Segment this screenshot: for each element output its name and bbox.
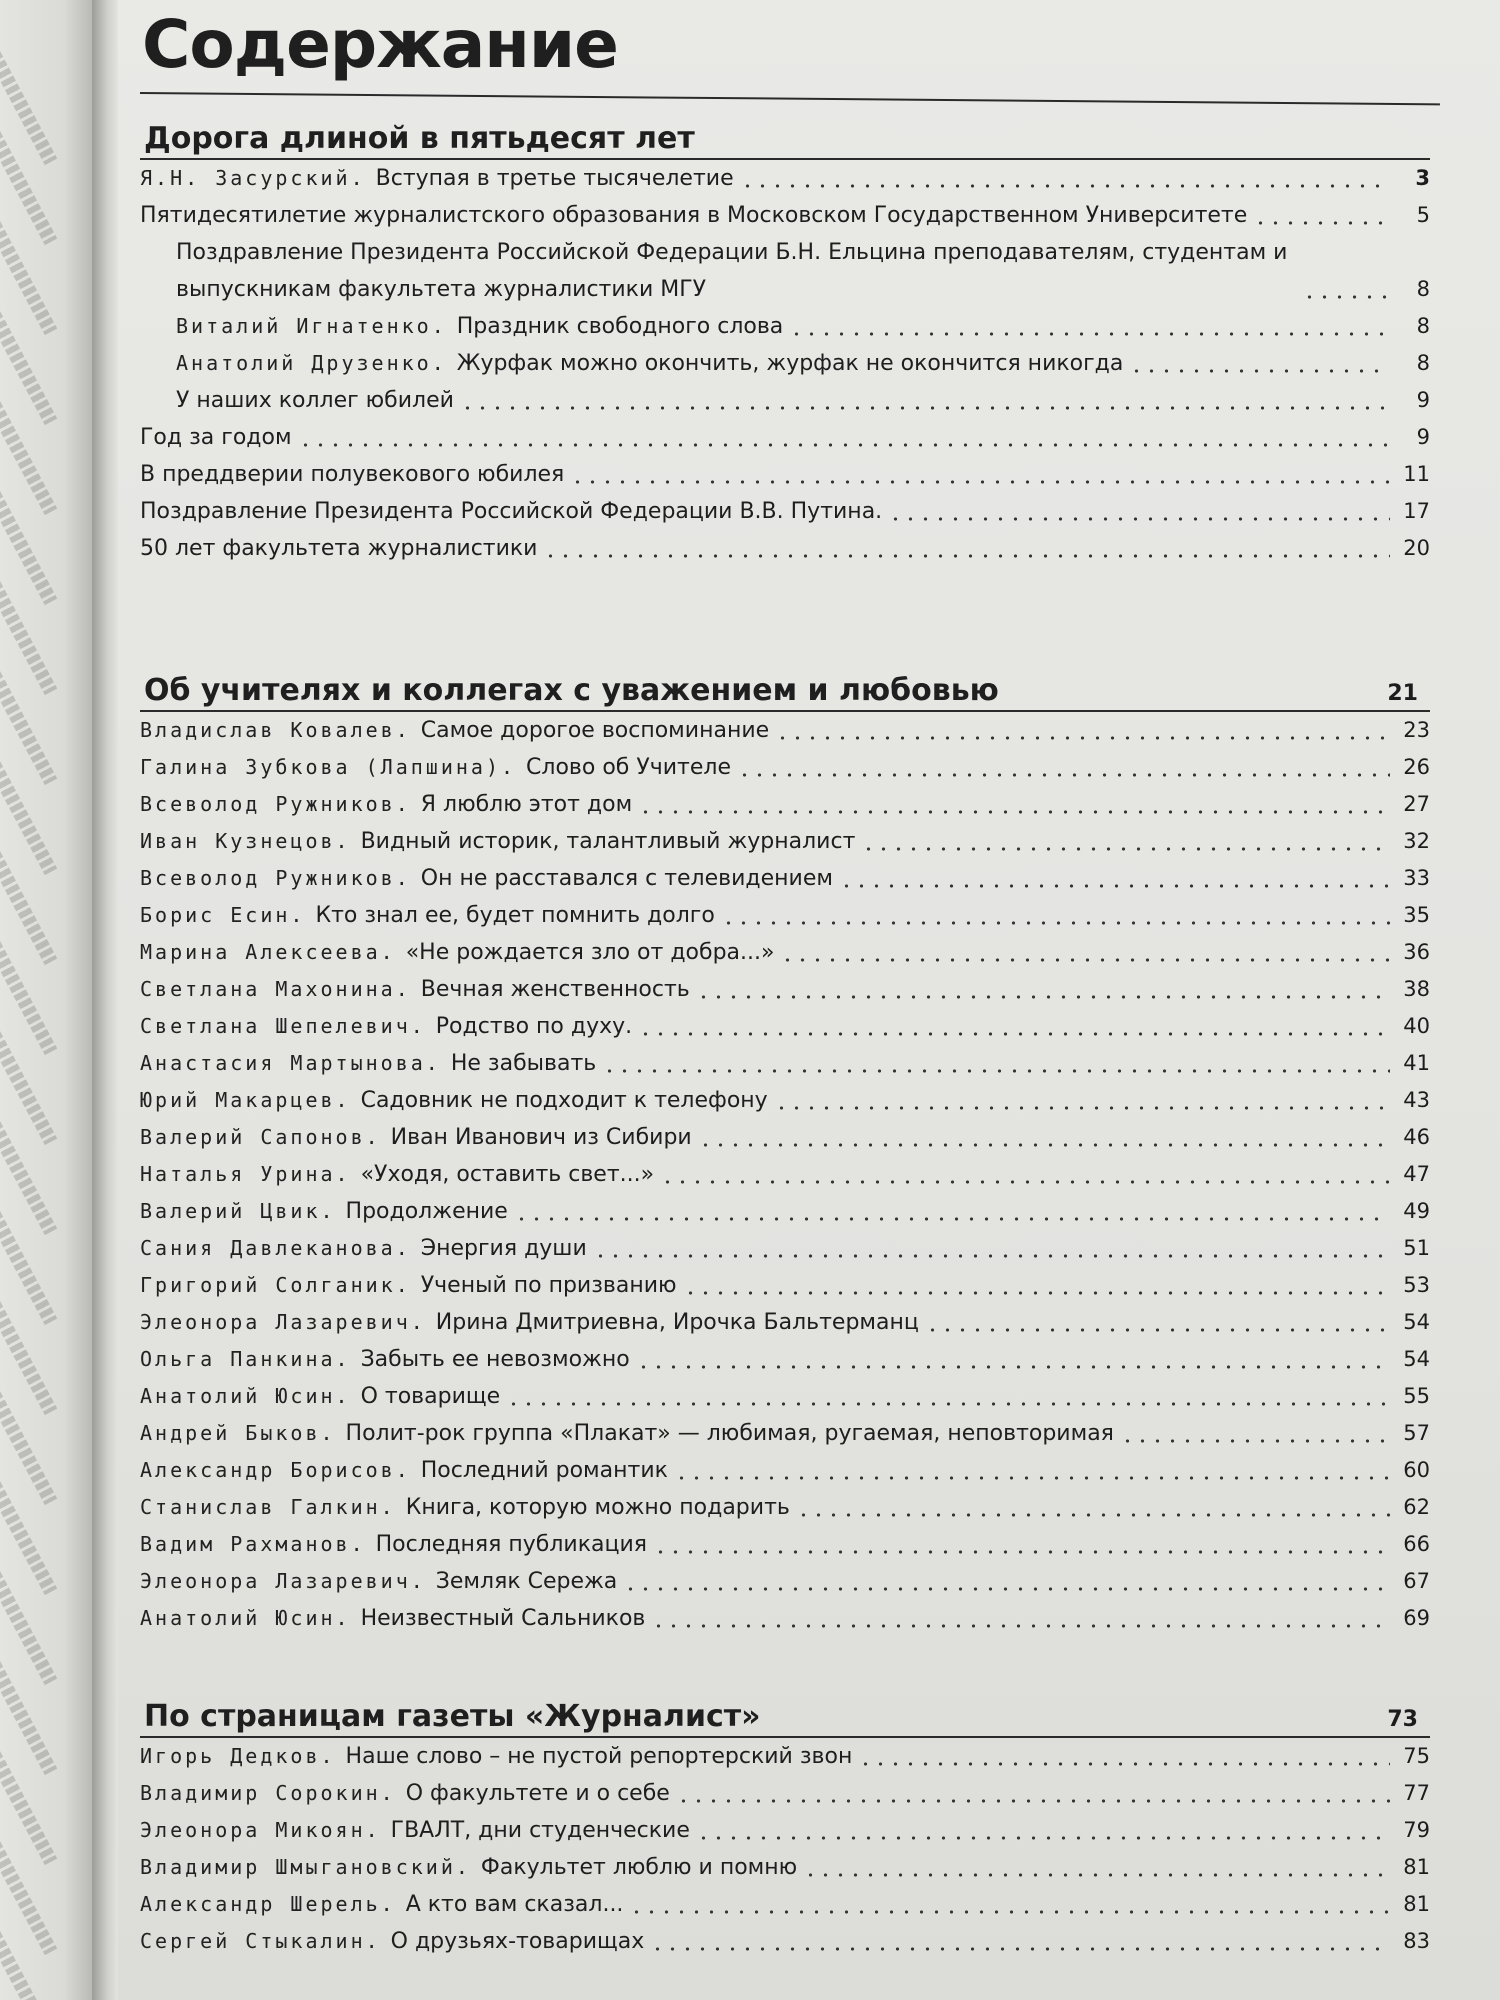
entry-author: Вадим Рахманов. bbox=[140, 1532, 366, 1556]
entry-page-number: 67 bbox=[1403, 1569, 1430, 1593]
toc-entry[interactable] bbox=[140, 345, 1430, 382]
dot-leader bbox=[651, 1605, 1390, 1629]
toc-entry[interactable] bbox=[140, 1156, 1430, 1193]
entry-author: Валерий Сапонов. bbox=[140, 1125, 381, 1149]
entry-title: Поздравление Президента Российской Федерации Б.Н. Ельцина преподавателям, студентам и выпускникам факультета журналистики МГУ bbox=[176, 240, 1288, 302]
toc-entry[interactable] bbox=[140, 1886, 1430, 1923]
section-header bbox=[140, 112, 1430, 160]
entry-author: Всеволод Ружников. bbox=[140, 792, 411, 816]
entry-title: Садовник не подходит к телефону bbox=[360, 1088, 768, 1113]
dot-leader bbox=[696, 976, 1390, 1000]
entry-page-number: 36 bbox=[1403, 940, 1430, 964]
entry-page-number: 77 bbox=[1403, 1781, 1430, 1805]
entry-page-number: 32 bbox=[1403, 829, 1430, 853]
entry-author: Ольга Панкина. bbox=[140, 1347, 351, 1371]
dot-leader bbox=[1120, 1420, 1390, 1444]
entry-author: Я.Н. Засурский. bbox=[140, 166, 366, 190]
page-title: Содержание bbox=[142, 6, 618, 83]
entry-page-number: 9 bbox=[1416, 425, 1430, 449]
entry-page-number: 83 bbox=[1403, 1929, 1430, 1953]
toc-entry[interactable] bbox=[140, 1045, 1430, 1082]
toc-entry[interactable] bbox=[140, 860, 1430, 897]
dot-leader bbox=[623, 1568, 1390, 1592]
entry-title: Продолжение bbox=[345, 1199, 508, 1224]
entry-page-number: 8 bbox=[1416, 277, 1430, 301]
section-page-number: 21 bbox=[1387, 681, 1418, 706]
dot-leader bbox=[629, 1891, 1390, 1915]
dot-leader bbox=[696, 1817, 1390, 1841]
entry-page-number: 9 bbox=[1416, 388, 1430, 412]
contents-body bbox=[140, 0, 1440, 2000]
entry-page-number: 17 bbox=[1403, 499, 1430, 523]
toc-entry[interactable] bbox=[140, 382, 1430, 419]
entry-title: Я люблю этот дом bbox=[420, 792, 633, 817]
entry-author: Элеонора Лазаревич. bbox=[140, 1569, 426, 1593]
entry-author: Анатолий Друзенко. bbox=[176, 351, 447, 375]
section-title: По страницам газеты «Журналист» bbox=[144, 1699, 761, 1734]
toc-entry[interactable] bbox=[140, 1267, 1430, 1304]
toc-entry[interactable] bbox=[140, 1378, 1430, 1415]
entry-title: Поздравление Президента Российской Федерации В.В. Путина. bbox=[140, 499, 883, 524]
entry-page-number: 8 bbox=[1416, 314, 1430, 338]
dot-leader bbox=[602, 1050, 1390, 1074]
entry-author: Владимир Сорокин. bbox=[140, 1781, 396, 1805]
entry-author: Игорь Дедков. bbox=[140, 1744, 336, 1768]
entry-title: Не забывать bbox=[450, 1051, 597, 1076]
entry-title: «Не рождается зло от добра...» bbox=[405, 940, 775, 965]
entry-title: Факультет люблю и помню bbox=[480, 1855, 798, 1880]
entry-title: Слово об Учителе bbox=[526, 755, 732, 780]
entry-title: Год за годом bbox=[140, 425, 292, 450]
dot-leader bbox=[298, 424, 1390, 448]
entry-page-number: 43 bbox=[1403, 1088, 1430, 1112]
toc-entry[interactable] bbox=[140, 1526, 1430, 1563]
entry-page-number: 54 bbox=[1403, 1310, 1430, 1334]
dot-leader bbox=[839, 865, 1390, 889]
entry-title: Он не расставался с телевидением bbox=[420, 866, 833, 891]
toc-entry[interactable] bbox=[140, 419, 1430, 456]
toc-section bbox=[140, 112, 1430, 567]
dot-leader bbox=[861, 828, 1390, 852]
section-title: Дорога длиной в пятьдесят лет bbox=[144, 121, 695, 156]
entry-page-number: 54 bbox=[1403, 1347, 1430, 1371]
section-header bbox=[140, 664, 1430, 712]
entry-page-number: 81 bbox=[1403, 1892, 1430, 1916]
toc-entry[interactable] bbox=[140, 1600, 1430, 1637]
dot-leader bbox=[698, 1124, 1390, 1148]
dot-leader bbox=[780, 939, 1390, 963]
toc-entry[interactable] bbox=[140, 1452, 1430, 1489]
entry-page-number: 55 bbox=[1403, 1384, 1430, 1408]
dot-leader bbox=[674, 1457, 1390, 1481]
toc-entry[interactable] bbox=[140, 1119, 1430, 1156]
section-entries bbox=[140, 712, 1430, 1637]
entry-author: Анастасия Мартынова. bbox=[140, 1051, 441, 1075]
entry-title: ГВАЛТ, дни студенческие bbox=[390, 1818, 690, 1843]
dot-leader bbox=[1302, 276, 1390, 300]
entry-title: Полит-рок группа «Плакат» — любимая, ругаемая, неповторимая bbox=[345, 1421, 1114, 1446]
dot-leader bbox=[638, 791, 1390, 815]
entry-author: Светлана Махонина. bbox=[140, 977, 411, 1001]
entry-page-number: 3 bbox=[1415, 166, 1430, 190]
toc-entry[interactable] bbox=[140, 1341, 1430, 1378]
entry-page-number: 81 bbox=[1403, 1855, 1430, 1879]
toc-entry[interactable] bbox=[140, 1304, 1430, 1341]
entry-page-number: 23 bbox=[1403, 718, 1430, 742]
dot-leader bbox=[543, 535, 1390, 559]
entry-page-number: 35 bbox=[1403, 903, 1430, 927]
section-entries bbox=[140, 1738, 1430, 1960]
dot-leader bbox=[740, 165, 1390, 189]
entry-author: Владимир Шмыгановский. bbox=[140, 1855, 471, 1879]
toc-entry[interactable] bbox=[140, 308, 1430, 345]
entry-page-number: 69 bbox=[1403, 1606, 1430, 1630]
entry-title: Неизвестный Сальников bbox=[360, 1606, 646, 1631]
entry-page-number: 20 bbox=[1403, 536, 1430, 560]
toc-entry[interactable] bbox=[140, 1775, 1430, 1812]
entry-page-number: 62 bbox=[1403, 1495, 1430, 1519]
toc-entry[interactable] bbox=[140, 456, 1430, 493]
toc-entry[interactable] bbox=[140, 197, 1430, 234]
entry-title: Последний романтик bbox=[420, 1458, 668, 1483]
toc-entry[interactable] bbox=[140, 1738, 1430, 1775]
entry-title: Последняя публикация bbox=[375, 1532, 647, 1557]
dot-leader bbox=[858, 1743, 1390, 1767]
entry-author: Борис Есин. bbox=[140, 903, 306, 927]
facing-page-edge bbox=[0, 0, 92, 2000]
entry-author: Иван Кузнецов. bbox=[140, 829, 351, 853]
dot-leader bbox=[638, 1013, 1390, 1037]
entry-title: Наше слово – не пустой репортерский звон bbox=[345, 1744, 853, 1769]
entry-page-number: 11 bbox=[1403, 462, 1430, 486]
entry-title: Самое дорогое воспоминание bbox=[420, 718, 770, 743]
entry-title: Земляк Сережа bbox=[435, 1569, 618, 1594]
entry-title: Ирина Дмитриевна, Ирочка Бальтерманц bbox=[435, 1310, 919, 1335]
entry-page-number: 51 bbox=[1403, 1236, 1430, 1260]
entry-title: Родство по духу. bbox=[435, 1014, 633, 1039]
section-page-number: 73 bbox=[1387, 1707, 1418, 1732]
entry-author: Галина Зубкова (Лапшина). bbox=[140, 755, 517, 779]
dot-leader bbox=[636, 1346, 1390, 1370]
dot-leader bbox=[774, 1087, 1390, 1111]
dot-leader bbox=[593, 1235, 1390, 1259]
dot-leader bbox=[1129, 350, 1390, 374]
entry-author: Александр Шерель. bbox=[140, 1892, 396, 1916]
entry-page-number: 53 bbox=[1403, 1273, 1430, 1297]
entry-title: Книга, которую можно подарить bbox=[405, 1495, 790, 1520]
dot-leader bbox=[683, 1272, 1390, 1296]
entry-title: Вступая в третье тысячелетие bbox=[375, 166, 734, 191]
entry-page-number: 26 bbox=[1403, 755, 1430, 779]
entry-page-number: 47 bbox=[1403, 1162, 1430, 1186]
toc-entry[interactable] bbox=[140, 1415, 1430, 1452]
entry-author: Андрей Быков. bbox=[140, 1421, 336, 1445]
entry-page-number: 5 bbox=[1416, 203, 1430, 227]
entry-page-number: 57 bbox=[1403, 1421, 1430, 1445]
entry-page-number: 66 bbox=[1403, 1532, 1430, 1556]
toc-entry[interactable] bbox=[140, 1563, 1430, 1600]
toc-entry[interactable] bbox=[140, 1849, 1430, 1886]
dot-leader bbox=[789, 313, 1390, 337]
entry-title: У наших коллег юбилей bbox=[176, 388, 454, 413]
entry-page-number: 41 bbox=[1403, 1051, 1430, 1075]
entry-author: Элеонора Лазаревич. bbox=[140, 1310, 426, 1334]
entry-author: Александр Борисов. bbox=[140, 1458, 411, 1482]
toc-entry[interactable] bbox=[140, 934, 1430, 971]
entry-title: «Уходя, оставить свет...» bbox=[360, 1162, 655, 1187]
entry-title: Пятидесятилетие журналистского образования в Московском Государственном Университете bbox=[140, 203, 1248, 228]
toc-entry[interactable] bbox=[140, 530, 1430, 567]
entry-title: О товарище bbox=[360, 1384, 501, 1409]
section-entries bbox=[140, 160, 1430, 567]
toc-entry[interactable] bbox=[140, 160, 1430, 197]
toc-entry[interactable] bbox=[140, 786, 1430, 823]
dot-leader bbox=[775, 717, 1390, 741]
entry-author: Элеонора Микоян. bbox=[140, 1818, 381, 1842]
entry-title: О факультете и о себе bbox=[405, 1781, 670, 1806]
toc-entry[interactable] bbox=[140, 1230, 1430, 1267]
dot-leader bbox=[1253, 202, 1390, 226]
entry-title: Видный историк, талантливый журналист bbox=[360, 829, 856, 854]
entry-author: Сания Давлеканова. bbox=[140, 1236, 411, 1260]
dot-leader bbox=[925, 1309, 1390, 1333]
toc-section bbox=[140, 664, 1430, 1637]
entry-page-number: 8 bbox=[1416, 351, 1430, 375]
entry-author: Марина Алексеева. bbox=[140, 940, 396, 964]
entry-author: Светлана Шепелевич. bbox=[140, 1014, 426, 1038]
toc-entry[interactable] bbox=[140, 1008, 1430, 1045]
entry-page-number: 49 bbox=[1403, 1199, 1430, 1223]
entry-author: Сергей Стыкалин. bbox=[140, 1929, 381, 1953]
entry-author: Валерий Цвик. bbox=[140, 1199, 336, 1223]
book-gutter bbox=[92, 0, 118, 2000]
entry-title: А кто вам сказал... bbox=[405, 1892, 624, 1917]
toc-entry[interactable] bbox=[140, 1923, 1430, 1960]
entry-author: Станислав Галкин. bbox=[140, 1495, 396, 1519]
entry-author: Наталья Урина. bbox=[140, 1162, 351, 1186]
entry-author: Юрий Макарцев. bbox=[140, 1088, 351, 1112]
entry-title: Иван Иванович из Сибири bbox=[390, 1125, 692, 1150]
dot-leader bbox=[514, 1198, 1390, 1222]
entry-author: Григорий Солганик. bbox=[140, 1273, 411, 1297]
entry-title: Забыть ее невозможно bbox=[360, 1347, 630, 1372]
toc-entry[interactable] bbox=[140, 1193, 1430, 1230]
toc-entry[interactable] bbox=[140, 234, 1430, 308]
entry-author: Анатолий Юсин. bbox=[140, 1384, 351, 1408]
toc-entry[interactable] bbox=[140, 749, 1430, 786]
section-title: Об учителях и коллегах с уважением и любовью bbox=[144, 673, 999, 708]
entry-title: О друзьях-товарищах bbox=[390, 1929, 645, 1954]
entry-page-number: 33 bbox=[1403, 866, 1430, 890]
toc-entry[interactable] bbox=[140, 1489, 1430, 1526]
entry-page-number: 79 bbox=[1403, 1818, 1430, 1842]
dot-leader bbox=[803, 1854, 1390, 1878]
entry-author: Виталий Игнатенко. bbox=[176, 314, 447, 338]
entry-title: Праздник свободного слова bbox=[456, 314, 784, 339]
entry-title: Ученый по призванию bbox=[420, 1273, 677, 1298]
dot-leader bbox=[460, 387, 1390, 411]
title-rule bbox=[140, 92, 1440, 105]
toc-section bbox=[140, 1690, 1430, 1960]
entry-page-number: 75 bbox=[1403, 1744, 1430, 1768]
entry-page-number: 46 bbox=[1403, 1125, 1430, 1149]
entry-author: Владислав Ковалев. bbox=[140, 718, 411, 742]
toc-entry[interactable] bbox=[140, 971, 1430, 1008]
entry-title: Энергия души bbox=[420, 1236, 587, 1261]
dot-leader bbox=[888, 498, 1390, 522]
toc-entry[interactable] bbox=[140, 823, 1430, 860]
entry-page-number: 40 bbox=[1403, 1014, 1430, 1038]
toc-entry[interactable] bbox=[140, 897, 1430, 934]
entry-page-number: 38 bbox=[1403, 977, 1430, 1001]
entry-title: Журфак можно окончить, журфак не окончится никогда bbox=[456, 351, 1124, 376]
dot-leader bbox=[506, 1383, 1390, 1407]
entry-author: Анатолий Юсин. bbox=[140, 1606, 351, 1630]
toc-entry[interactable] bbox=[140, 1082, 1430, 1119]
dot-leader bbox=[721, 902, 1390, 926]
dot-leader bbox=[737, 754, 1390, 778]
dot-leader bbox=[676, 1780, 1390, 1804]
dot-leader bbox=[653, 1531, 1390, 1555]
entry-page-number: 27 bbox=[1403, 792, 1430, 816]
section-header bbox=[140, 1690, 1430, 1738]
dot-leader bbox=[796, 1494, 1390, 1518]
entry-title: Кто знал ее, будет помнить долго bbox=[315, 903, 715, 928]
entry-author: Всеволод Ружников. bbox=[140, 866, 411, 890]
dot-leader bbox=[660, 1161, 1390, 1185]
entry-page-number: 60 bbox=[1403, 1458, 1430, 1482]
dot-leader bbox=[650, 1928, 1390, 1952]
entry-title: 50 лет факультета журналистики bbox=[140, 536, 538, 561]
entry-title: В преддверии полувекового юбилея bbox=[140, 462, 565, 487]
entry-title: Вечная женственность bbox=[420, 977, 690, 1002]
toc-entry[interactable] bbox=[140, 712, 1430, 749]
dot-leader bbox=[570, 461, 1390, 485]
toc-entry[interactable] bbox=[140, 1812, 1430, 1849]
toc-entry[interactable] bbox=[140, 493, 1430, 530]
